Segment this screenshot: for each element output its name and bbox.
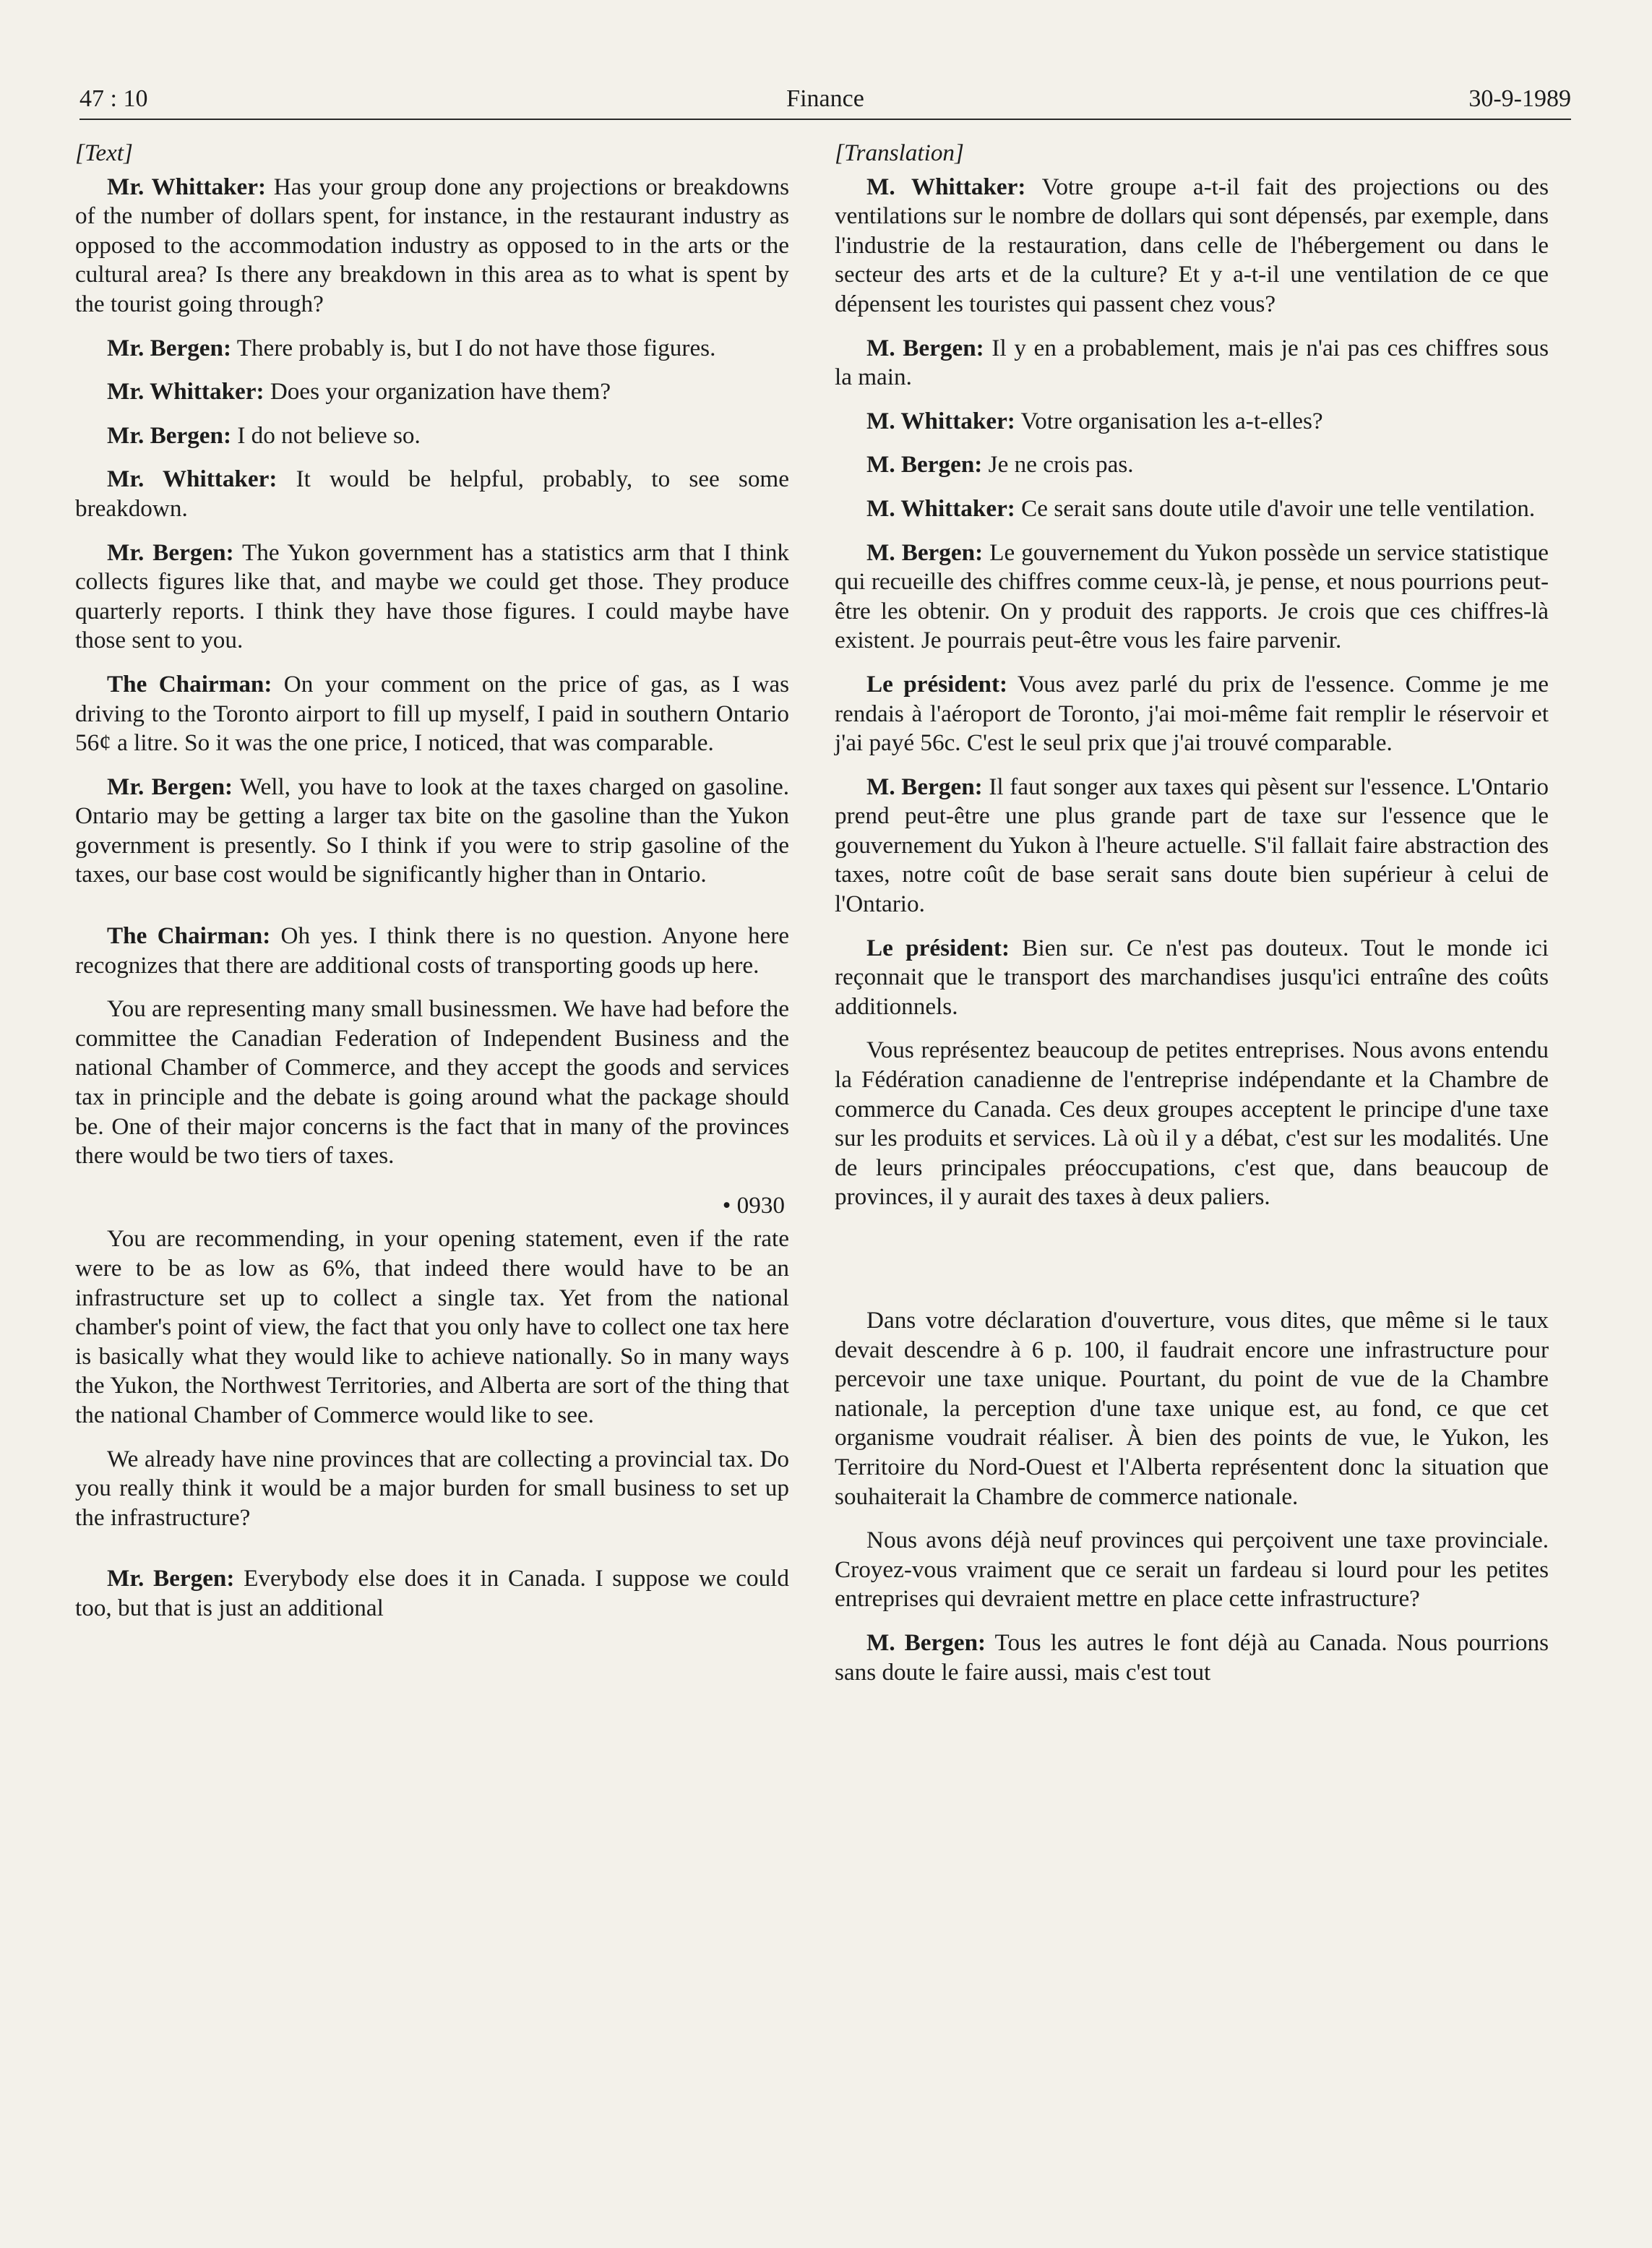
speaker-name: M. Bergen: [866,539,984,566]
speech-paragraph [835,450,1549,480]
speaker-name: M. Whittaker: [866,494,1015,522]
speech-paragraph [835,934,1549,1022]
speaker-name: Le président: [866,934,1010,961]
speech-paragraph: You are recommending, in your opening statement, even if the rate were to be as low as 6%, that indeed there would have to be an infrastructure set up to collect a single tax. Yet from the national chamber's point of view, the fact that you only have to collect one tax here is basically what they would like to achieve nationally. So in many ways the Yukon, the Northwest Territories, and Alberta are sort of the thing that the national Chamber of Commerce would like to see. [75,1225,789,1428]
speaker-name: M. Bergen: [866,773,983,800]
speech-paragraph [75,539,789,656]
speech-paragraph [75,173,789,319]
time-marker: • 0930 [722,1191,785,1219]
sitting-date: 30-9-1989 [1468,85,1571,112]
speech-text: Vous avez parlé du prix de l'essence. Comme je me rendais à l'aéroport de Toronto, j'ai moi-même fait remplir le réservoir et j'ai payé 56c. C'est le seul prix que j'ai trouvé comparable. [835,670,1549,757]
speech-text: Votre groupe a-t-il fait des projections ou des ventilations sur le nombre de dollars qui sont dépensés, par exemple, dans l'industrie de la restauration, dans celle de l'hébergement ou dans le secteur des arts et de la culture? Et y a-t-il une ventilation de ce que dépensent les touristes qui passent chez vous? [835,173,1549,317]
speech-text: Il y en a probablement, mais je n'ai pas ces chiffres sous la main. [835,334,1549,391]
speech-paragraph [835,334,1549,392]
speaker-name: The Chairman: [107,670,272,698]
speech-paragraph [835,539,1549,656]
speech-paragraph [75,1564,789,1623]
speaker-name: Mr. Whittaker: [107,466,278,493]
speech-paragraph [75,922,789,980]
speaker-name: M. Bergen: [866,334,984,361]
english-column [75,139,789,1638]
speaker-name: The Chairman: [107,922,271,950]
speech-text: Bien sur. Ce n'est pas douteux. Tout le monde ici reçonnait que le transport des marchandises jusqu'ici entraîne des coûts additionnels. [835,934,1549,1020]
speaker-name: Mr. Whittaker: [107,378,264,406]
speech-paragraph: Dans votre déclaration d'ouverture, vous dites, que même si le taux devait descendre à 6 p. 100, il faudrait encore une infrastructure pour percevoir une taxe unique. Pourtant, du point de vue de la Chambre nationale, la perception d'une taxe unique est, au fond, ce que cet organisme voudrait réaliser. À bien des points de vue, le Yukon, les Territoire du Nord-Ouest et l'Alberta représentent donc la situation que souhaiterait la Chambre de commerce nationale. [835,1307,1549,1510]
speech-paragraph [835,173,1549,319]
speech-paragraph: We already have nine provinces that are collecting a provincial tax. Do you really think it would be a major burden for small business to set up the infrastructure? [75,1445,789,1531]
speech-text: Oh yes. I think there is no question. Anyone here recognizes that there are additional costs of transporting goods up here. [75,922,789,979]
speech-paragraph [75,773,789,890]
speaker-name: Mr. Bergen: [107,421,232,449]
speech-paragraph [835,407,1549,437]
speaker-name: Mr. Whittaker: [107,173,267,200]
speech-text: Well, you have to look at the taxes charged on gasoline. Ontario may be getting a larger tax bite on the gasoline than the Yukon government is presently. So I think if you were to strip gasoline of the taxes, our base cost would be significantly higher than in Ontario. [75,773,789,888]
speech-text: Je ne crois pas. [982,451,1134,479]
speech-paragraph: Nous avons déjà neuf provinces qui perçoivent une taxe provinciale. Croyez-vous vraiment que ce serait un fardeau si lourd pour les petites entreprises qui devraient mettre en place cette infrastructure? [835,1527,1549,1613]
speech-paragraph: You are representing many small businessmen. We have had before the committee the Canadian Federation of Independent Business and the national Chamber of Commerce, and they accept the goods and services tax in principle and the debate is going around what the package should be. One of their major concerns is the fact that in many of the provinces there would be two tiers of taxes. [75,995,789,1170]
speech-text: Has your group done any projections or breakdowns of the number of dollars spent, for instance, in the restaurant industry as opposed to the accommodation industry as opposed to in the arts or the cultural area? Is there any breakdown in this area as to what is spent by the tourist going through? [75,173,789,317]
speech-text: I do not believe so. [231,421,421,449]
speaker-name: Mr. Bergen: [107,773,233,800]
speech-paragraph [835,670,1549,758]
section-label: [Text] [75,140,133,166]
speech-text: There probably is, but I do not have those figures. [231,334,716,361]
speech-paragraph [75,334,789,364]
french-column [835,139,1549,1702]
speaker-name: Mr. Bergen: [107,1565,235,1592]
speaker-name: M. Whittaker: [866,173,1026,200]
speaker-name: M. Whittaker: [866,407,1015,434]
page-number: 47 : 10 [79,85,148,112]
speech-paragraph [75,421,789,451]
speaker-name: Mr. Bergen: [107,539,234,566]
speaker-name: M. Bergen: [866,451,983,479]
speech-text: On your comment on the price of gas, as I was driving to the Toronto airport to fill up myself, I paid in southern Ontario 56¢ a litre. So it was the one price, I noticed, that was comparable. [75,670,789,757]
speech-text: Does your organization have them? [264,378,611,406]
speech-text: It would be helpful, probably, to see some breakdown. [75,466,789,522]
speech-text: Ce serait sans doute utile d'avoir une telle ventilation. [1015,494,1536,522]
speech-text: Tous les autres le font déjà au Canada. Nous pourrions sans doute le faire aussi, mais c'est tout [835,1629,1549,1686]
speech-paragraph [75,670,789,758]
speech-paragraph [835,494,1549,524]
committee-title: Finance [786,85,864,112]
section-label: [Translation] [835,140,964,166]
page-header [79,78,1571,120]
speaker-name: Le président: [866,670,1008,698]
speaker-name: Mr. Bergen: [107,334,232,361]
speech-text: Le gouvernement du Yukon possède un service statistique qui recueille des chiffres comme ceux-là, je pense, et nous pourrions peut-être les obtenir. On y produit des rapports. Je crois que ces chiffres-là existent. Je pourrais peut-être vous les faire parvenir. [835,539,1549,654]
speech-paragraph [75,465,789,523]
speech-text: Everybody else does it in Canada. I suppose we could too, but that is just an additional [75,1565,789,1621]
speech-text: Il faut songer aux taxes qui pèsent sur l'essence. L'Ontario prend peut-être une plus grande part de taxe sur l'essence que le gouvernement du Yukon à l'heure actuelle. S'il fallait faire abstraction des taxes, notre coût de base serait sans doute bien supérieur à celui de l'Ontario. [835,773,1549,918]
speech-text: The Yukon government has a statistics arm that I think collects figures like that, and maybe we could get those. They produce quarterly reports. I think they have those figures. I could maybe have those sent to you. [75,539,790,654]
speech-text: Votre organisation les a-t-elles? [1015,407,1323,434]
speech-paragraph [75,377,789,407]
speech-paragraph [835,773,1549,919]
speaker-name: M. Bergen: [866,1629,986,1656]
speech-paragraph [835,1629,1549,1687]
speech-paragraph: Vous représentez beaucoup de petites entreprises. Nous avons entendu la Fédération canadienne de l'entreprise indépendante et la Chambre de commerce du Canada. Ces deux groupes acceptent le principe d'une taxe sur les produits et services. Là où il y a débat, c'est sur les modalités. Une de leurs principales préoccupations, c'est que, dans beaucoup de provinces, il y aurait des taxes à deux paliers. [835,1037,1549,1211]
